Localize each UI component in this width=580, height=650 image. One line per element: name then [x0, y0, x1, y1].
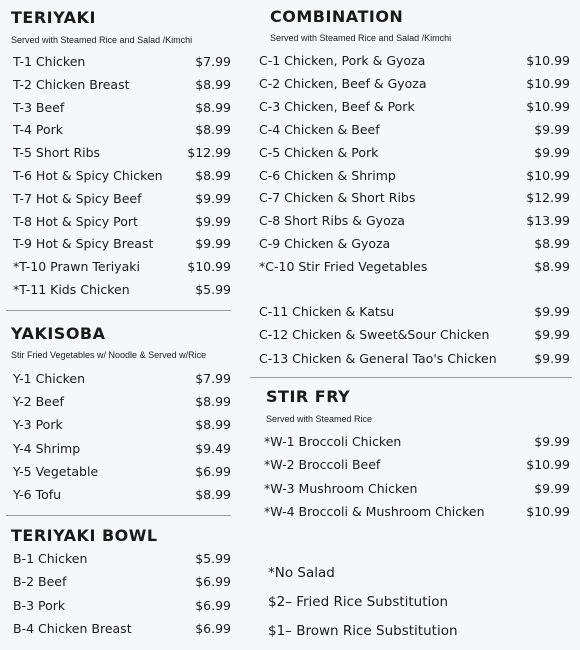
menu-item-price: $6.99: [195, 574, 231, 589]
menu-item-price: $9.49: [195, 441, 231, 456]
menu-item-price: $9.99: [534, 145, 570, 160]
menu-item-price: $8.99: [195, 487, 231, 502]
menu-item-price: $9.99: [195, 191, 231, 206]
menu-item: [13, 464, 231, 480]
menu-item-price: $10.99: [526, 99, 570, 114]
menu-item: [13, 282, 231, 298]
menu-item: [259, 213, 570, 229]
menu-item-name: C-12 Chicken & Sweet&Sour Chicken: [259, 327, 490, 342]
menu-item: [259, 259, 570, 275]
menu-item: [13, 574, 231, 590]
menu-item: [264, 457, 570, 473]
menu-item-name: C-9 Chicken & Gyoza: [259, 236, 391, 251]
menu-item-price: $8.99: [195, 394, 231, 409]
divider: [6, 515, 231, 516]
menu-item: [13, 441, 231, 457]
menu-item: [259, 168, 570, 184]
menu-item-name: C-5 Chicken & Pork: [259, 145, 379, 160]
menu-item-price: $10.99: [526, 457, 570, 472]
menu-item-name: C-7 Chicken & Short Ribs: [259, 190, 416, 205]
menu-item: [259, 99, 570, 115]
note-no-salad: *No Salad: [268, 565, 335, 581]
menu-item-price: $8.99: [534, 259, 570, 274]
menu-item-name: *W-3 Mushroom Chicken: [264, 481, 418, 496]
menu-item-price: $8.99: [195, 122, 231, 137]
menu-item: [259, 351, 570, 367]
menu-item-name: T-4 Pork: [13, 122, 64, 137]
menu-item-price: $8.99: [195, 417, 231, 432]
menu-item-name: T-5 Short Ribs: [13, 145, 101, 160]
menu-item: [13, 145, 231, 161]
stir-fry-subtitle: Served with Steamed Rice: [266, 414, 373, 424]
menu-item: [259, 304, 570, 320]
menu-item-name: *W-4 Broccoli & Mushroom Chicken: [264, 504, 485, 519]
note-fried-rice: $2– Fried Rice Substitution: [268, 594, 449, 610]
menu-item-price: $8.99: [195, 77, 231, 92]
menu-item-price: $9.99: [534, 481, 570, 496]
menu-item-price: $5.99: [195, 551, 231, 566]
menu-item-name: C-4 Chicken & Beef: [259, 122, 380, 137]
menu-item: [13, 621, 231, 637]
menu-item: [259, 53, 570, 69]
menu-item: [13, 598, 231, 614]
menu-item-price: $7.99: [195, 54, 231, 69]
menu-item-name: C-3 Chicken, Beef & Pork: [259, 99, 415, 114]
menu-item-price: $8.99: [195, 100, 231, 115]
menu-item: [264, 434, 570, 450]
combination-title: COMBINATION: [270, 7, 404, 26]
menu-item-price: $9.99: [534, 304, 570, 319]
menu-item: [264, 481, 570, 497]
menu-item-price: $5.99: [195, 282, 231, 297]
yakisoba-subtitle: Stir Fried Vegetables w/ Noodle & Served w/Rice: [11, 350, 207, 360]
menu-item-name: B-2 Beef: [13, 574, 67, 589]
menu-item: [13, 417, 231, 433]
menu-item-price: $9.99: [195, 236, 231, 251]
menu-item: [259, 76, 570, 92]
menu-item: [259, 190, 570, 206]
menu-item-price: $7.99: [195, 371, 231, 386]
menu-item: [13, 394, 231, 410]
menu-item: [13, 236, 231, 252]
menu-item-price: $12.99: [526, 190, 570, 205]
menu-item-name: *W-2 Broccoli Beef: [264, 457, 381, 472]
menu-item-name: T-7 Hot & Spicy Beef: [13, 191, 142, 206]
menu-item-price: $10.99: [526, 53, 570, 68]
divider: [250, 377, 572, 378]
menu-item: [13, 122, 231, 138]
menu-item-name: B-3 Pork: [13, 598, 66, 613]
menu-item-price: $13.99: [526, 213, 570, 228]
menu-item-price: $9.99: [534, 351, 570, 366]
menu-item: [13, 214, 231, 230]
menu-item-price: $8.99: [534, 236, 570, 251]
teriyaki-title: TERIYAKI: [11, 8, 96, 27]
teriyaki-subtitle: Served with Steamed Rice and Salad /Kimchi: [11, 35, 193, 45]
menu-item-name: *T-11 Kids Chicken: [13, 282, 130, 297]
menu-item-name: Y-1 Chicken: [13, 371, 85, 386]
menu-item-name: *C-10 Stir Fried Vegetables: [259, 259, 428, 274]
menu-item-name: C-1 Chicken, Pork & Gyoza: [259, 53, 426, 68]
menu-item: [264, 504, 570, 520]
menu-item-price: $10.99: [526, 168, 570, 183]
menu-item-name: Y-6 Tofu: [13, 487, 62, 502]
menu-item-name: C-2 Chicken, Beef & Gyoza: [259, 76, 427, 91]
menu-item: [259, 236, 570, 252]
menu-item: [13, 191, 231, 207]
menu-item: [259, 145, 570, 161]
menu-item-name: T-9 Hot & Spicy Breast: [13, 236, 154, 251]
menu-item-price: $6.99: [195, 464, 231, 479]
menu-item-name: Y-2 Beef: [13, 394, 64, 409]
menu-item-price: $10.99: [187, 259, 231, 274]
menu-item-name: T-2 Chicken Breast: [13, 77, 130, 92]
menu-item-name: *T-10 Prawn Teriyaki: [13, 259, 140, 274]
menu-item-price: $9.99: [534, 327, 570, 342]
menu-item-name: C-11 Chicken & Katsu: [259, 304, 395, 319]
menu-item-price: $12.99: [187, 145, 231, 160]
teriyaki-bowl-title: TERIYAKI BOWL: [11, 526, 158, 545]
menu-item: [13, 487, 231, 503]
menu-item: [13, 100, 231, 116]
menu-item-name: B-4 Chicken Breast: [13, 621, 132, 636]
menu-item-price: $10.99: [526, 76, 570, 91]
menu-item-name: T-8 Hot & Spicy Port: [13, 214, 138, 229]
menu-item-name: B-1 Chicken: [13, 551, 88, 566]
stir-fry-title: STIR FRY: [266, 387, 351, 406]
menu-item-name: C-13 Chicken & General Tao's Chicken: [259, 351, 497, 366]
menu-item: [13, 168, 231, 184]
menu-item: [259, 327, 570, 343]
menu-item-name: *W-1 Broccoli Chicken: [264, 434, 402, 449]
menu-item-name: C-6 Chicken & Shrimp: [259, 168, 396, 183]
menu-item-name: T-6 Hot & Spicy Chicken: [13, 168, 163, 183]
menu-item: [13, 259, 231, 275]
combination-subtitle: Served with Steamed Rice and Salad /Kimchi: [270, 33, 452, 43]
menu-item: [13, 77, 231, 93]
menu-item-name: Y-4 Shrimp: [13, 441, 81, 456]
divider: [6, 310, 231, 311]
yakisoba-title: YAKISOBA: [11, 324, 106, 343]
menu-item: [13, 371, 231, 387]
menu-item-price: $6.99: [195, 621, 231, 636]
menu-item-name: T-1 Chicken: [13, 54, 86, 69]
menu-item: [13, 54, 231, 70]
menu-item: [13, 551, 231, 567]
menu-item-price: $8.99: [195, 168, 231, 183]
menu-item-name: C-8 Short Ribs & Gyoza: [259, 213, 405, 228]
menu-item: [259, 122, 570, 138]
note-brown-rice: $1– Brown Rice Substitution: [268, 623, 458, 639]
menu-item-name: Y-3 Pork: [13, 417, 63, 432]
menu-item-price: $10.99: [526, 504, 570, 519]
menu-item-price: $9.99: [534, 434, 570, 449]
menu-item-name: T-3 Beef: [13, 100, 65, 115]
menu-item-name: Y-5 Vegetable: [13, 464, 99, 479]
menu-item-price: $6.99: [195, 598, 231, 613]
menu-item-price: $9.99: [195, 214, 231, 229]
menu-item-price: $9.99: [534, 122, 570, 137]
